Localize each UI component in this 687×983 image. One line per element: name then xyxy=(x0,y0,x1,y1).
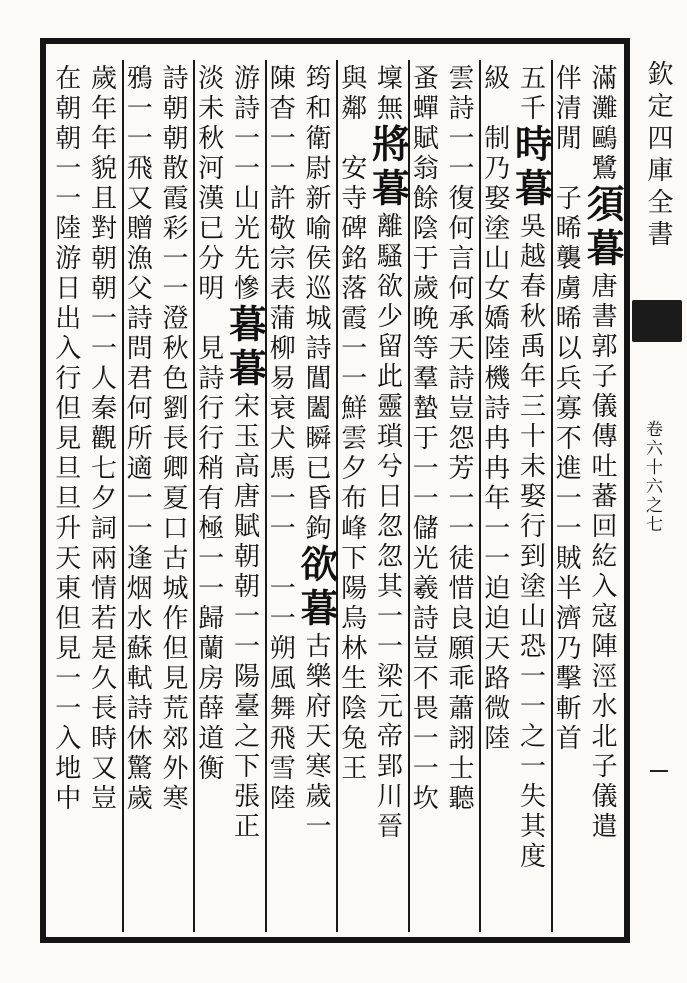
text-column xyxy=(508,64,554,932)
entry-text: 五千 xyxy=(515,64,546,124)
entry-text: 筠和衛尉新喻侯巡城詩閶闔瞬已昏鉤 xyxy=(301,64,331,544)
text-column xyxy=(222,64,268,932)
entry-text: 宋玉高唐賦朝朝一一陽臺之下張正 xyxy=(229,392,260,842)
text-column xyxy=(338,64,370,932)
entry-heading: 將暮 xyxy=(365,124,411,212)
entry-text: 鴉一一飛又贈漁父詩問君何所適一一逢烟水蘇軾詩休驚歲 xyxy=(122,64,153,814)
entry-text: 離騷欲少留此靈瑣兮日忽忽其一一梁元帝郢川晉 xyxy=(372,212,403,842)
entry-text: 蚤蟬賦翁餘陰于歲晚等羣蟄于一一儲光羲詩豈不畏一一坎 xyxy=(408,64,439,814)
entry-text: 唐書郭子儀傳吐蕃回紇入寇陣涇水北子儀遣 xyxy=(587,272,617,842)
text-column xyxy=(267,64,299,932)
entry-text: 歲年年貌且對朝朝一一人秦觀七夕詞兩情若是久長時又豈 xyxy=(86,64,117,814)
text-column xyxy=(294,64,339,932)
text-column xyxy=(481,64,513,932)
entry-heading: 欲暮 xyxy=(294,544,339,632)
entry-text: 詩朝朝散霞彩一一澄秋色劉長卿夏口古城作但見荒郊外寒 xyxy=(158,64,188,814)
text-column xyxy=(365,64,411,932)
entry-heading: 須暮 xyxy=(580,184,625,272)
entry-heading: 暮暮 xyxy=(222,304,268,392)
entry-text: 陳杳一一許敬宗表蒲柳易衰犬馬一一 一一朔風舞飛雪陸 xyxy=(265,64,296,814)
entry-text: 級 制乃娶塗山女嬌陸機詩冉冉年一一迫迫天路微陸 xyxy=(479,64,510,754)
text-column xyxy=(445,64,477,932)
entry-text: 雲詩一一復何言何承天詩豈怨芳一一徒惜良願乖蕭詡士聽 xyxy=(444,64,474,814)
text-column xyxy=(580,64,625,932)
entry-text: 古樂府天寒歲一 xyxy=(301,632,331,842)
text-column xyxy=(410,64,442,932)
text-column xyxy=(124,64,156,932)
entry-text: 伴清閒 子晞襲虜晞以兵寡不進一一賊半濟乃擊斬首 xyxy=(551,64,582,754)
entry-text: 游詩一一山光先慘 xyxy=(229,64,260,304)
entry-text: 與鄰 安寺碑銘落霞一一鮮雲夕布峰下陽烏林生陰兔王 xyxy=(336,64,367,784)
text-column xyxy=(159,64,191,932)
volume-label: 卷六十六之七 xyxy=(642,420,662,534)
entry-heading: 時暮 xyxy=(508,124,554,212)
entry-text: 滿灘鷗鷺 xyxy=(587,64,617,184)
entry-text: 在朝朝一一陸游日出入行但見旦旦升天東但見一一入地中 xyxy=(50,64,81,814)
entry-text: 吳越春秋禹年三十未娶行到塗山恐一一之一失其度 xyxy=(515,212,546,872)
book-title: 欽定四庫全書 xyxy=(643,60,673,252)
margin-mark xyxy=(650,770,668,772)
text-column xyxy=(553,64,585,932)
text-column xyxy=(52,64,84,932)
text-column xyxy=(88,64,120,932)
text-column xyxy=(195,64,227,932)
entry-text: 淡未秋河漢已分明 見詩行行稍有極一一歸蘭房薛道衡 xyxy=(193,64,224,784)
entry-text: 壈無 xyxy=(372,64,403,124)
